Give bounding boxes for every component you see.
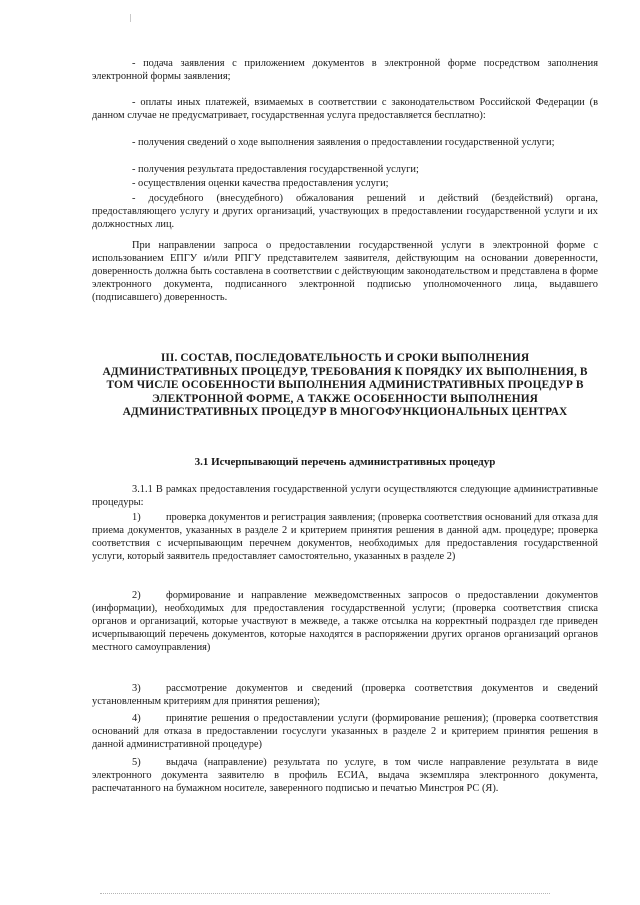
procedure-text: рассмотрение документов и сведений (проверка соответствия документов и сведений установленным критериям для принятия решения); (92, 683, 598, 707)
procedure-number: 3) (132, 683, 141, 694)
procedure-number: 2) (132, 590, 141, 601)
paragraph-power-of-attorney: При направлении запроса о предоставлении государственной услуги в электронной форме с использованием ЕПГУ и/или РПГУ представителем заявителя, действующим на основании доверенности, доверенность должна быть составлена в соответствии с действующим законодательством и представлена в форме электронного документа, подписанного электронной подписью уполномоченного лица, выдавшего (подписавшего) доверенность. (92, 240, 598, 303)
procedure-item (92, 713, 598, 752)
list-item-payments: - оплаты иных платежей, взимаемых в соответствии с законодательством Российской Федерации (в данном случае не предусматривает, государственная услуга предоставляется бесплатно): (92, 97, 598, 121)
procedure-number: 1) (132, 512, 141, 523)
procedure-item (92, 683, 598, 709)
subsection-heading: 3.1 Исчерпывающий перечень административных процедур (194, 456, 496, 468)
procedure-text: выдача (направление) результата по услуге, в том числе направление результата в виде электронного документа заявителю в профиль ЕСИА, выдача экземпляра электронного документа, распечатанного на бумажном носителе, заверенного подписью и печатью Минстроя РС (Я). (92, 757, 598, 794)
list-item-electronic-submission: - подача заявления с приложением документов в электронной форме посредством заполнения электронной формы заявления; (92, 58, 598, 82)
list-item-result: - получения результата предоставления государственной услуги; (132, 164, 419, 175)
procedure-text: принятие решения о предоставлении услуги (формирование решения); (проверка соответствия оснований для отказа в предоставлении госуслуги указанных в разделе 2 и критерием принятия решения в данной административной процедуре) (92, 713, 598, 750)
list-item-quality-assessment: - осуществления оценки качества предоставления услуги; (132, 178, 389, 189)
procedure-text: проверка документов и регистрация заявления; (проверка соответствия оснований для отказа для приема документов, указанных в разделе 2 и критерием принятия решения в данной адм. процедуре; проверка соответствия с исчерпывающим перечнем документов, необходимых для предоставления государственной услуги, который заявитель предоставляет самостоятельно, указанных в разделе 2) (92, 512, 598, 562)
section-heading: III. СОСТАВ, ПОСЛЕДОВАТЕЛЬНОСТЬ И СРОКИ ВЫПОЛНЕНИЯ АДМИНИСТРАТИВНЫХ ПРОЦЕДУР, ТРЕБОВАНИЯ К ПОРЯДКУ ИХ ВЫПОЛНЕНИЯ, В ТОМ ЧИСЛЕ ОСОБЕННОСТИ ВЫПОЛНЕНИЯ АДМИНИСТРАТИВНЫХ ПРОЦЕДУР В ЭЛЕКТРОННОЙ ФОРМЕ, А ТАКЖЕ ОСОБЕННОСТИ ВЫПОЛНЕНИЯ АДМИНИСТРАТИВНЫХ ПРОЦЕДУР В МНОГОФУНКЦИОНАЛЬНЫХ ЦЕНТРАХ (102, 352, 588, 419)
procedure-item (92, 590, 598, 655)
list-item-appeal: - досудебного (внесудебного) обжалования решений и действий (бездействий) органа, предоставляющего услугу и других организаций, участвующих в предоставлении государственной услуги и их должностных лиц. (92, 193, 598, 230)
scan-mark (130, 14, 131, 22)
procedure-item (92, 757, 598, 796)
scan-footer-line (100, 893, 550, 894)
procedure-item (92, 512, 598, 564)
procedure-number: 5) (132, 757, 141, 768)
list-item-status-info: - получения сведений о ходе выполнения заявления о предоставлении государственной услуги; (132, 137, 555, 148)
procedure-text: формирование и направление межведомственных запросов о предоставлении документов (информации), необходимых для предоставления государственной услуги; (проверка соответствия списка органов и организаций, которые участвуют в межведе, а также отсылка на корректный подраздел где приведен исчерпывающий перечень документов, которые находятся в распоряжении других органов организаций органов местного самоуправления) (92, 590, 598, 653)
paragraph-311-intro: 3.1.1 В рамках предоставления государственной услуги осуществляются следующие административные процедуры: (92, 484, 598, 508)
procedure-number: 4) (132, 713, 141, 724)
